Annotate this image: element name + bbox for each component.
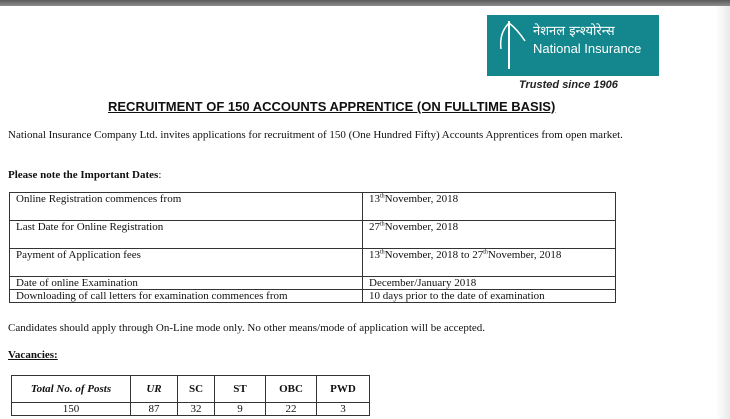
date-value: 10 days prior to the date of examination — [363, 290, 616, 303]
important-dates-colon: : — [158, 169, 162, 181]
vacancies-table — [11, 375, 370, 416]
important-dates-heading-text: Please note the Important Dates — [8, 169, 159, 181]
table-cell: 32 — [178, 403, 215, 416]
date-value: 13thNovember, 2018 to 27thNovember, 2018 — [363, 249, 616, 277]
logo-english-name: National Insurance — [533, 41, 642, 56]
umbrella-logo-icon — [495, 19, 529, 71]
intro-paragraph: National Insurance Company Ltd. invites applications for recruitment of 150 (One Hundred Fifty) Accounts Apprentices from open market. — [8, 129, 623, 141]
candidates-note: Candidates should apply through On-Line mode only. No other means/mode of application will be accepted. — [8, 322, 486, 334]
vacancies-heading: Vacancies: — [8, 349, 58, 361]
column-header: OBC — [266, 376, 317, 403]
table-row — [10, 277, 616, 290]
date-label: Online Registration commences from — [10, 193, 363, 221]
important-dates-table — [9, 192, 616, 303]
page-edge-shadow — [716, 6, 730, 419]
date-label: Downloading of call letters for examination commences from — [10, 290, 363, 303]
table-cell: 150 — [12, 403, 131, 416]
column-header: ST — [215, 376, 266, 403]
table-cell: 22 — [266, 403, 317, 416]
table-cell: 87 — [131, 403, 178, 416]
table-row — [12, 403, 370, 416]
table-cell: 9 — [215, 403, 266, 416]
table-row — [10, 193, 616, 221]
table-header-row — [12, 376, 370, 403]
table-row — [10, 249, 616, 277]
column-header: UR — [131, 376, 178, 403]
column-header: Total No. of Posts — [12, 376, 131, 403]
window-top-bar — [0, 0, 730, 6]
date-value: 13thNovember, 2018 — [363, 193, 616, 221]
table-cell: 3 — [317, 403, 370, 416]
date-value: 27thNovember, 2018 — [363, 221, 616, 249]
date-value: December/January 2018 — [363, 277, 616, 290]
page-title: RECRUITMENT OF 150 ACCOUNTS APPRENTICE (ON FULLTIME BASIS) — [108, 99, 556, 114]
column-header: PWD — [317, 376, 370, 403]
table-row — [10, 290, 616, 303]
important-dates-heading — [8, 168, 161, 182]
date-label: Date of online Examination — [10, 277, 363, 290]
logo-hindi-name: नेशनल इन्श्योरेन्स — [533, 24, 615, 39]
column-header: SC — [178, 376, 215, 403]
table-row — [10, 221, 616, 249]
date-label: Last Date for Online Registration — [10, 221, 363, 249]
date-label: Payment of Application fees — [10, 249, 363, 277]
logo-tagline: Trusted since 1906 — [519, 79, 618, 91]
